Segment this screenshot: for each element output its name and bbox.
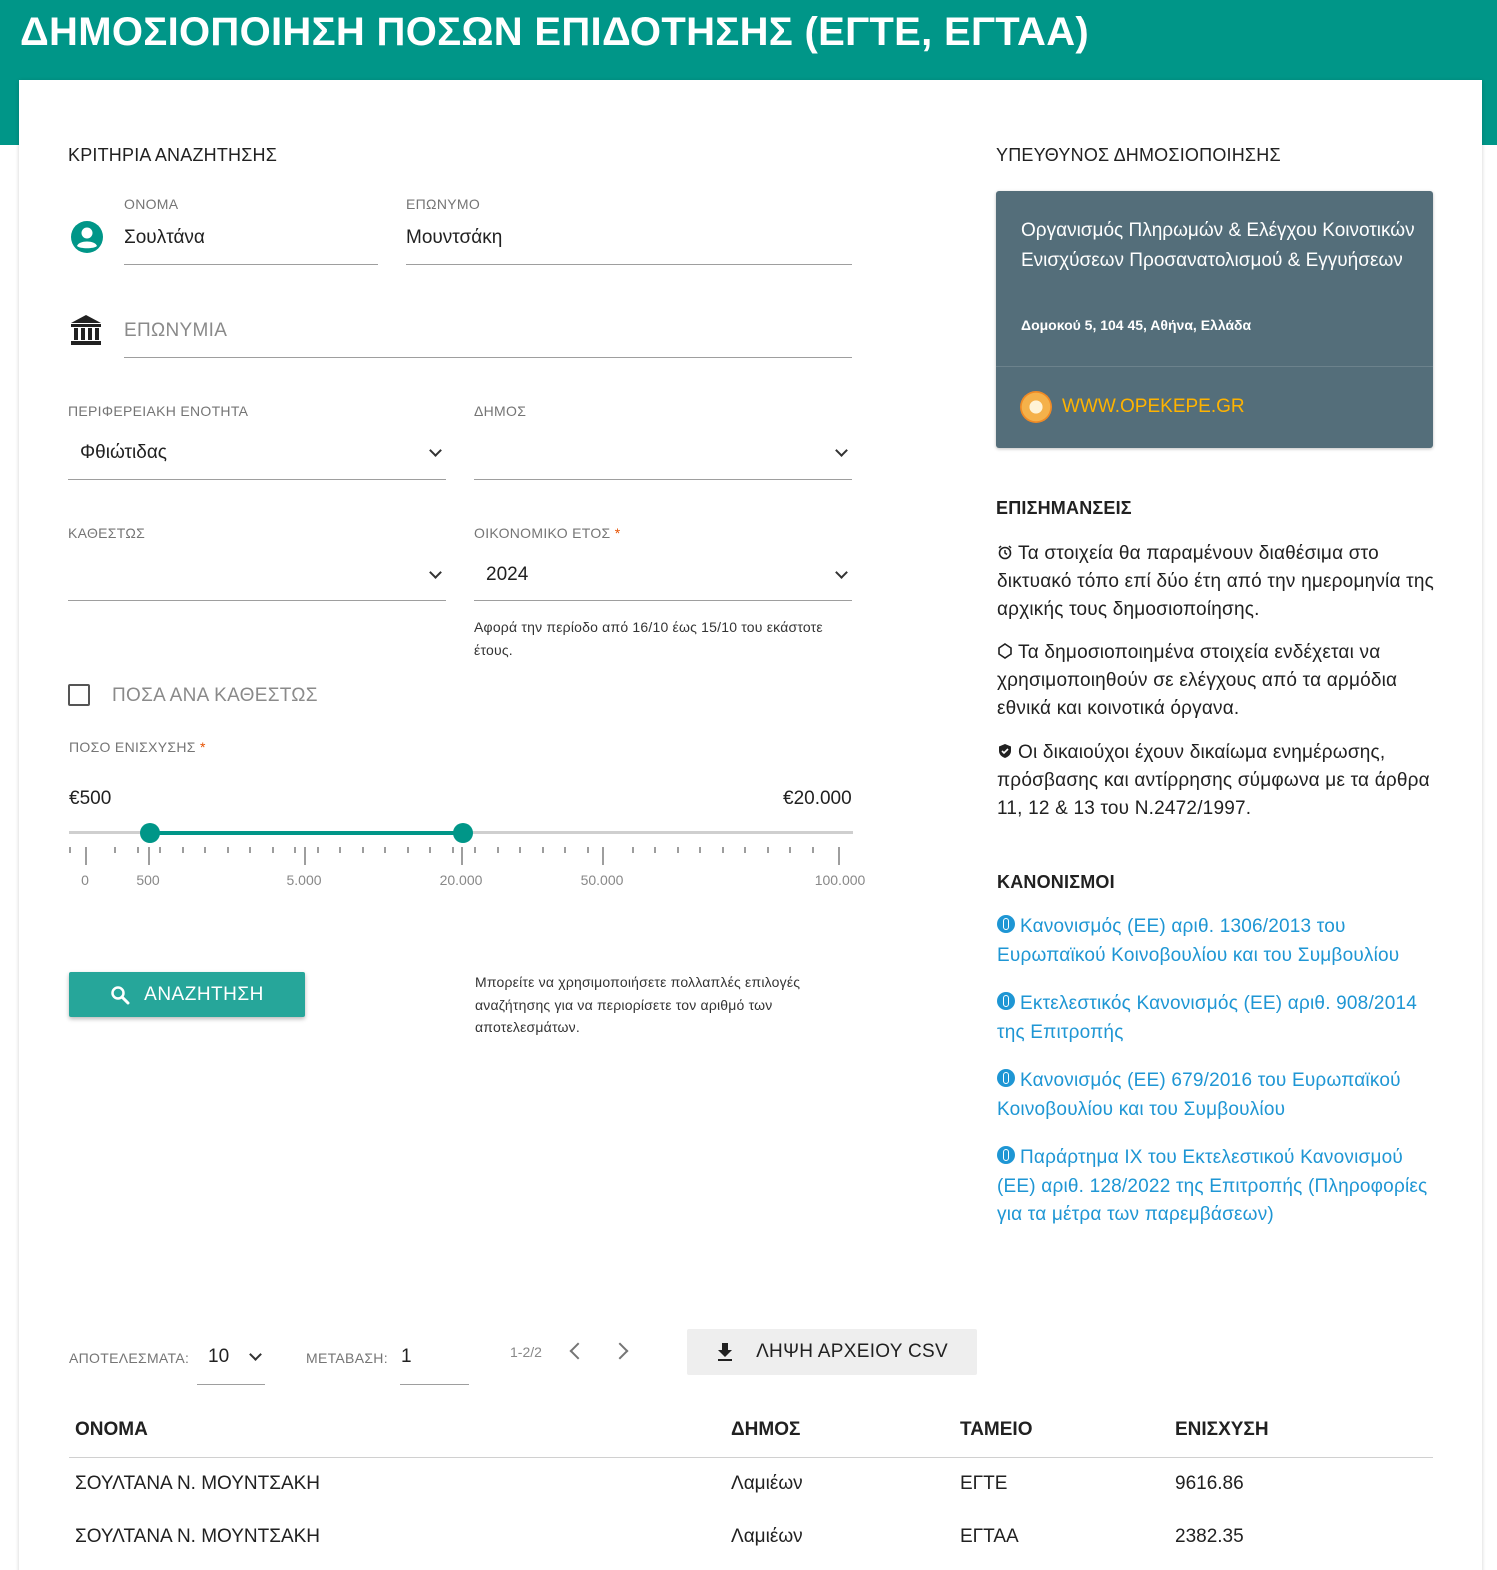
slider-minor-tick	[632, 847, 634, 853]
slider-minor-tick	[587, 847, 589, 853]
page-range-info: 1-2/2	[510, 1344, 542, 1360]
last-name-input[interactable]: Μουντσάκη	[406, 227, 503, 248]
note-item: Τα στοιχεία θα παραμένουν διαθέσιμα στο δικτυακό τόπο επί δύο έτη από την ημερομηνία της αρχικής τους δημοσιοποίησης.	[997, 543, 1434, 620]
page-title: ΔΗΜΟΣΙΟΠΟΙΗΣΗ ΠΟΣΩΝ ΕΠΙΔΟΤΗΣΗΣ (ΕΓΤΕ, ΕΓΤΑΑ)	[20, 10, 1090, 54]
last-name-label: ΕΠΩΝΥΜΟ	[406, 196, 481, 212]
region-label: ΠΕΡΙΦΕΡΕΙΑΚΗ ΕΝΟΤΗΤΑ	[68, 403, 249, 419]
cell-name: ΣΟΥΛΤΑΝΑ Ν. ΜΟΥΝΤΣΑΚΗ	[75, 1526, 321, 1547]
slider-minor-tick	[497, 847, 499, 853]
region-underline	[68, 479, 446, 480]
fiscal-year-hint: Αφορά την περίοδο από 16/10 έως 15/10 του εκάστοτε έτους.	[474, 619, 823, 658]
amount-required-mark: *	[199, 739, 206, 755]
slider-minor-tick	[159, 847, 161, 853]
last-name-underline	[406, 264, 852, 265]
amount-label: ΠΟΣΟ ΕΝΙΣΧΥΣΗΣ *	[69, 739, 206, 755]
download-icon	[716, 1342, 734, 1362]
slider-major-tick	[461, 847, 463, 865]
slider-minor-tick	[722, 847, 724, 853]
audit-icon	[997, 643, 1013, 659]
website-link[interactable]: WWW.OPEKEPE.GR	[1062, 396, 1245, 417]
bank-icon	[69, 313, 103, 347]
tick-label: 5.000	[286, 872, 322, 888]
amount-max-value: €20.000	[783, 788, 852, 809]
results-underline	[197, 1384, 265, 1385]
municipality-label: ΔΗΜΟΣ	[474, 403, 527, 419]
shield-icon	[997, 743, 1013, 759]
search-hint: Μπορείτε να χρησιμοποιήσετε πολλαπλές επιλογές αναζήτησης για να περιορίσετε τον αριθμό των αποτελεσμάτων.	[475, 974, 801, 1035]
slider-minor-tick	[452, 847, 454, 853]
company-underline	[124, 357, 852, 358]
slider-major-tick	[838, 847, 840, 865]
slider-minor-tick	[294, 847, 296, 853]
person-icon	[70, 220, 104, 254]
slider-minor-tick	[69, 847, 71, 853]
goto-underline	[400, 1384, 469, 1385]
slider-minor-tick	[744, 847, 746, 853]
slider-minor-tick	[182, 847, 184, 853]
slider-minor-tick	[204, 847, 206, 853]
slider-major-tick	[85, 847, 87, 865]
regulation-link[interactable]: Κανονισμός (ΕΕ) 679/2016 του Ευρωπαϊκού Κοινοβουλίου και του Συμβουλίου	[997, 1070, 1401, 1120]
slider-major-tick	[304, 847, 306, 865]
cell-fund: ΕΓΤΑΑ	[960, 1526, 1019, 1547]
org-divider	[996, 366, 1433, 367]
regulation-link[interactable]: Παράρτημα ΙΧ του Εκτελεστικού Κανονισμού (ΕΕ) αριθ. 128/2022 της Επιτροπής (Πληροφορίες για τα μέτρα των παρεμβάσεων)	[997, 1147, 1428, 1225]
amount-min-value: €500	[69, 788, 112, 809]
slider-minor-tick	[519, 847, 521, 853]
slider-minor-tick	[564, 847, 566, 853]
slider-minor-tick	[699, 847, 701, 853]
slider-minor-tick	[407, 847, 409, 853]
slider-minor-tick	[542, 847, 544, 853]
tick-label: 0	[81, 872, 89, 888]
org-info-box	[996, 191, 1433, 448]
goto-page-label: ΜΕΤΑΒΑΣΗ:	[306, 1350, 388, 1366]
amount-slider-fill	[150, 831, 463, 835]
attachment-icon	[997, 915, 1015, 933]
column-header-fund: ΤΑΜΕΙΟ	[960, 1419, 1033, 1440]
tick-label: 50.000	[580, 872, 624, 888]
slider-minor-tick	[474, 847, 476, 853]
cell-name: ΣΟΥΛΤΑΝΑ Ν. ΜΟΥΝΤΣΑΚΗ	[75, 1473, 321, 1494]
cell-municipality: Λαμιέων	[731, 1473, 803, 1494]
tick-label: 20.000	[439, 872, 483, 888]
slider-minor-tick	[339, 847, 341, 853]
slider-minor-tick	[384, 847, 386, 853]
amount-slider-min-handle[interactable]	[140, 823, 160, 843]
slider-minor-tick	[812, 847, 814, 853]
company-input[interactable]: ΕΠΩΝΥΜΙΑ	[124, 320, 228, 341]
fiscal-year-label: ΟΙΚΟΝΟΜΙΚΟ ΕΤΟΣ *	[474, 525, 621, 541]
fiscal-year-underline	[474, 600, 852, 601]
slider-major-tick	[602, 847, 604, 865]
results-per-page-label: ΑΠΟΤΕΛΕΣΜΑΤΑ:	[69, 1350, 190, 1366]
column-header-municipality: ΔΗΜΟΣ	[731, 1419, 801, 1440]
fiscal-year-required-mark: *	[614, 525, 621, 541]
first-name-underline	[124, 264, 378, 265]
search-section-title: ΚΡΙΤΗΡΙΑ ΑΝΑΖΗΤΗΣΗΣ	[68, 145, 278, 165]
fiscal-year-select[interactable]: 2024	[486, 564, 529, 585]
municipality-underline	[474, 479, 852, 480]
download-csv-button[interactable]	[687, 1329, 977, 1375]
goto-page-input[interactable]: 1	[401, 1346, 412, 1367]
amounts-by-status-label: ΠΟΣΑ ΑΝΑ ΚΑΘΕΣΤΩΣ	[112, 685, 318, 706]
first-name-label: ΟΝΟΜΑ	[124, 196, 179, 212]
slider-minor-tick	[429, 847, 431, 853]
slider-minor-tick	[137, 847, 139, 853]
attachment-icon	[997, 992, 1015, 1010]
regulation-link[interactable]: Κανονισμός (ΕΕ) αριθ. 1306/2013 του Ευρωπαϊκού Κοινοβουλίου και του Συμβουλίου	[997, 916, 1400, 966]
slider-minor-tick	[362, 847, 364, 853]
slider-major-tick	[148, 847, 150, 865]
slider-minor-tick	[227, 847, 229, 853]
note-item: Οι δικαιούχοι έχουν δικαίωμα ενημέρωσης, πρόσβασης και αντίρρησης σύμφωνα με τα άρθρα 11, 12 & 13 του Ν.2472/1997.	[997, 742, 1430, 819]
slider-minor-tick	[767, 847, 769, 853]
slider-minor-tick	[677, 847, 679, 853]
attachment-icon	[997, 1069, 1015, 1087]
attachment-icon	[997, 1146, 1015, 1164]
table-header-divider	[69, 1457, 1433, 1458]
search-button[interactable]	[69, 972, 305, 1017]
org-address: Δομοκού 5, 104 45, Αθήνα, Ελλάδα	[1021, 317, 1252, 333]
alarm-icon	[997, 544, 1013, 560]
opekepe-logo-icon	[1020, 391, 1052, 423]
slider-minor-tick	[789, 847, 791, 853]
org-name: Οργανισμός Πληρωμών & Ελέγχου Κοινοτικών Ενισχύσεων Προσανατολισμού & Εγγυήσεων	[1021, 220, 1415, 271]
download-csv-label: ΛΗΨΗ ΑΡΧΕΙΟΥ CSV	[756, 1341, 948, 1362]
slider-minor-tick	[654, 847, 656, 853]
results-per-page-select[interactable]: 10	[208, 1346, 230, 1367]
amounts-by-status-checkbox[interactable]	[68, 684, 90, 706]
cell-municipality: Λαμιέων	[731, 1526, 803, 1547]
first-name-input[interactable]: Σουλτάνα	[124, 227, 205, 248]
tick-label: 100.000	[814, 872, 866, 888]
region-select[interactable]: Φθιώτιδας	[80, 442, 167, 463]
amount-slider-max-handle[interactable]	[453, 823, 473, 843]
status-underline	[68, 600, 446, 601]
cell-fund: ΕΓΤΕ	[960, 1473, 1008, 1494]
regulation-link[interactable]: Εκτελεστικός Κανονισμός (ΕΕ) αριθ. 908/2014 της Επιτροπής	[997, 993, 1417, 1043]
slider-minor-tick	[272, 847, 274, 853]
notes-section-title: ΕΠΙΣΗΜΑΝΣΕΙΣ	[996, 498, 1132, 518]
slider-minor-tick	[249, 847, 251, 853]
search-icon	[110, 985, 130, 1005]
column-header-amount: ΕΝΙΣΧΥΣΗ	[1175, 1419, 1269, 1440]
cell-amount: 9616.86	[1175, 1473, 1244, 1494]
status-label: ΚΑΘΕΣΤΩΣ	[68, 525, 146, 541]
search-button-label: ΑΝΑΖΗΤΗΣΗ	[144, 983, 264, 1005]
tick-label: 500	[136, 872, 160, 888]
note-item: Τα δημοσιοποιημένα στοιχεία ενδέχεται να χρησιμοποιηθούν σε ελέγχους από τα αρμόδια εθνικά και κοινοτικά όργανα.	[997, 642, 1398, 719]
regulations-section-title: ΚΑΝΟΝΙΣΜΟΙ	[997, 872, 1115, 892]
responsible-section-title: ΥΠΕΥΘΥΝΟΣ ΔΗΜΟΣΙΟΠΟΙΗΣΗΣ	[996, 145, 1281, 165]
cell-amount: 2382.35	[1175, 1526, 1244, 1547]
slider-minor-tick	[317, 847, 319, 853]
slider-minor-tick	[114, 847, 116, 853]
column-header-name: ΟΝΟΜΑ	[75, 1419, 148, 1440]
